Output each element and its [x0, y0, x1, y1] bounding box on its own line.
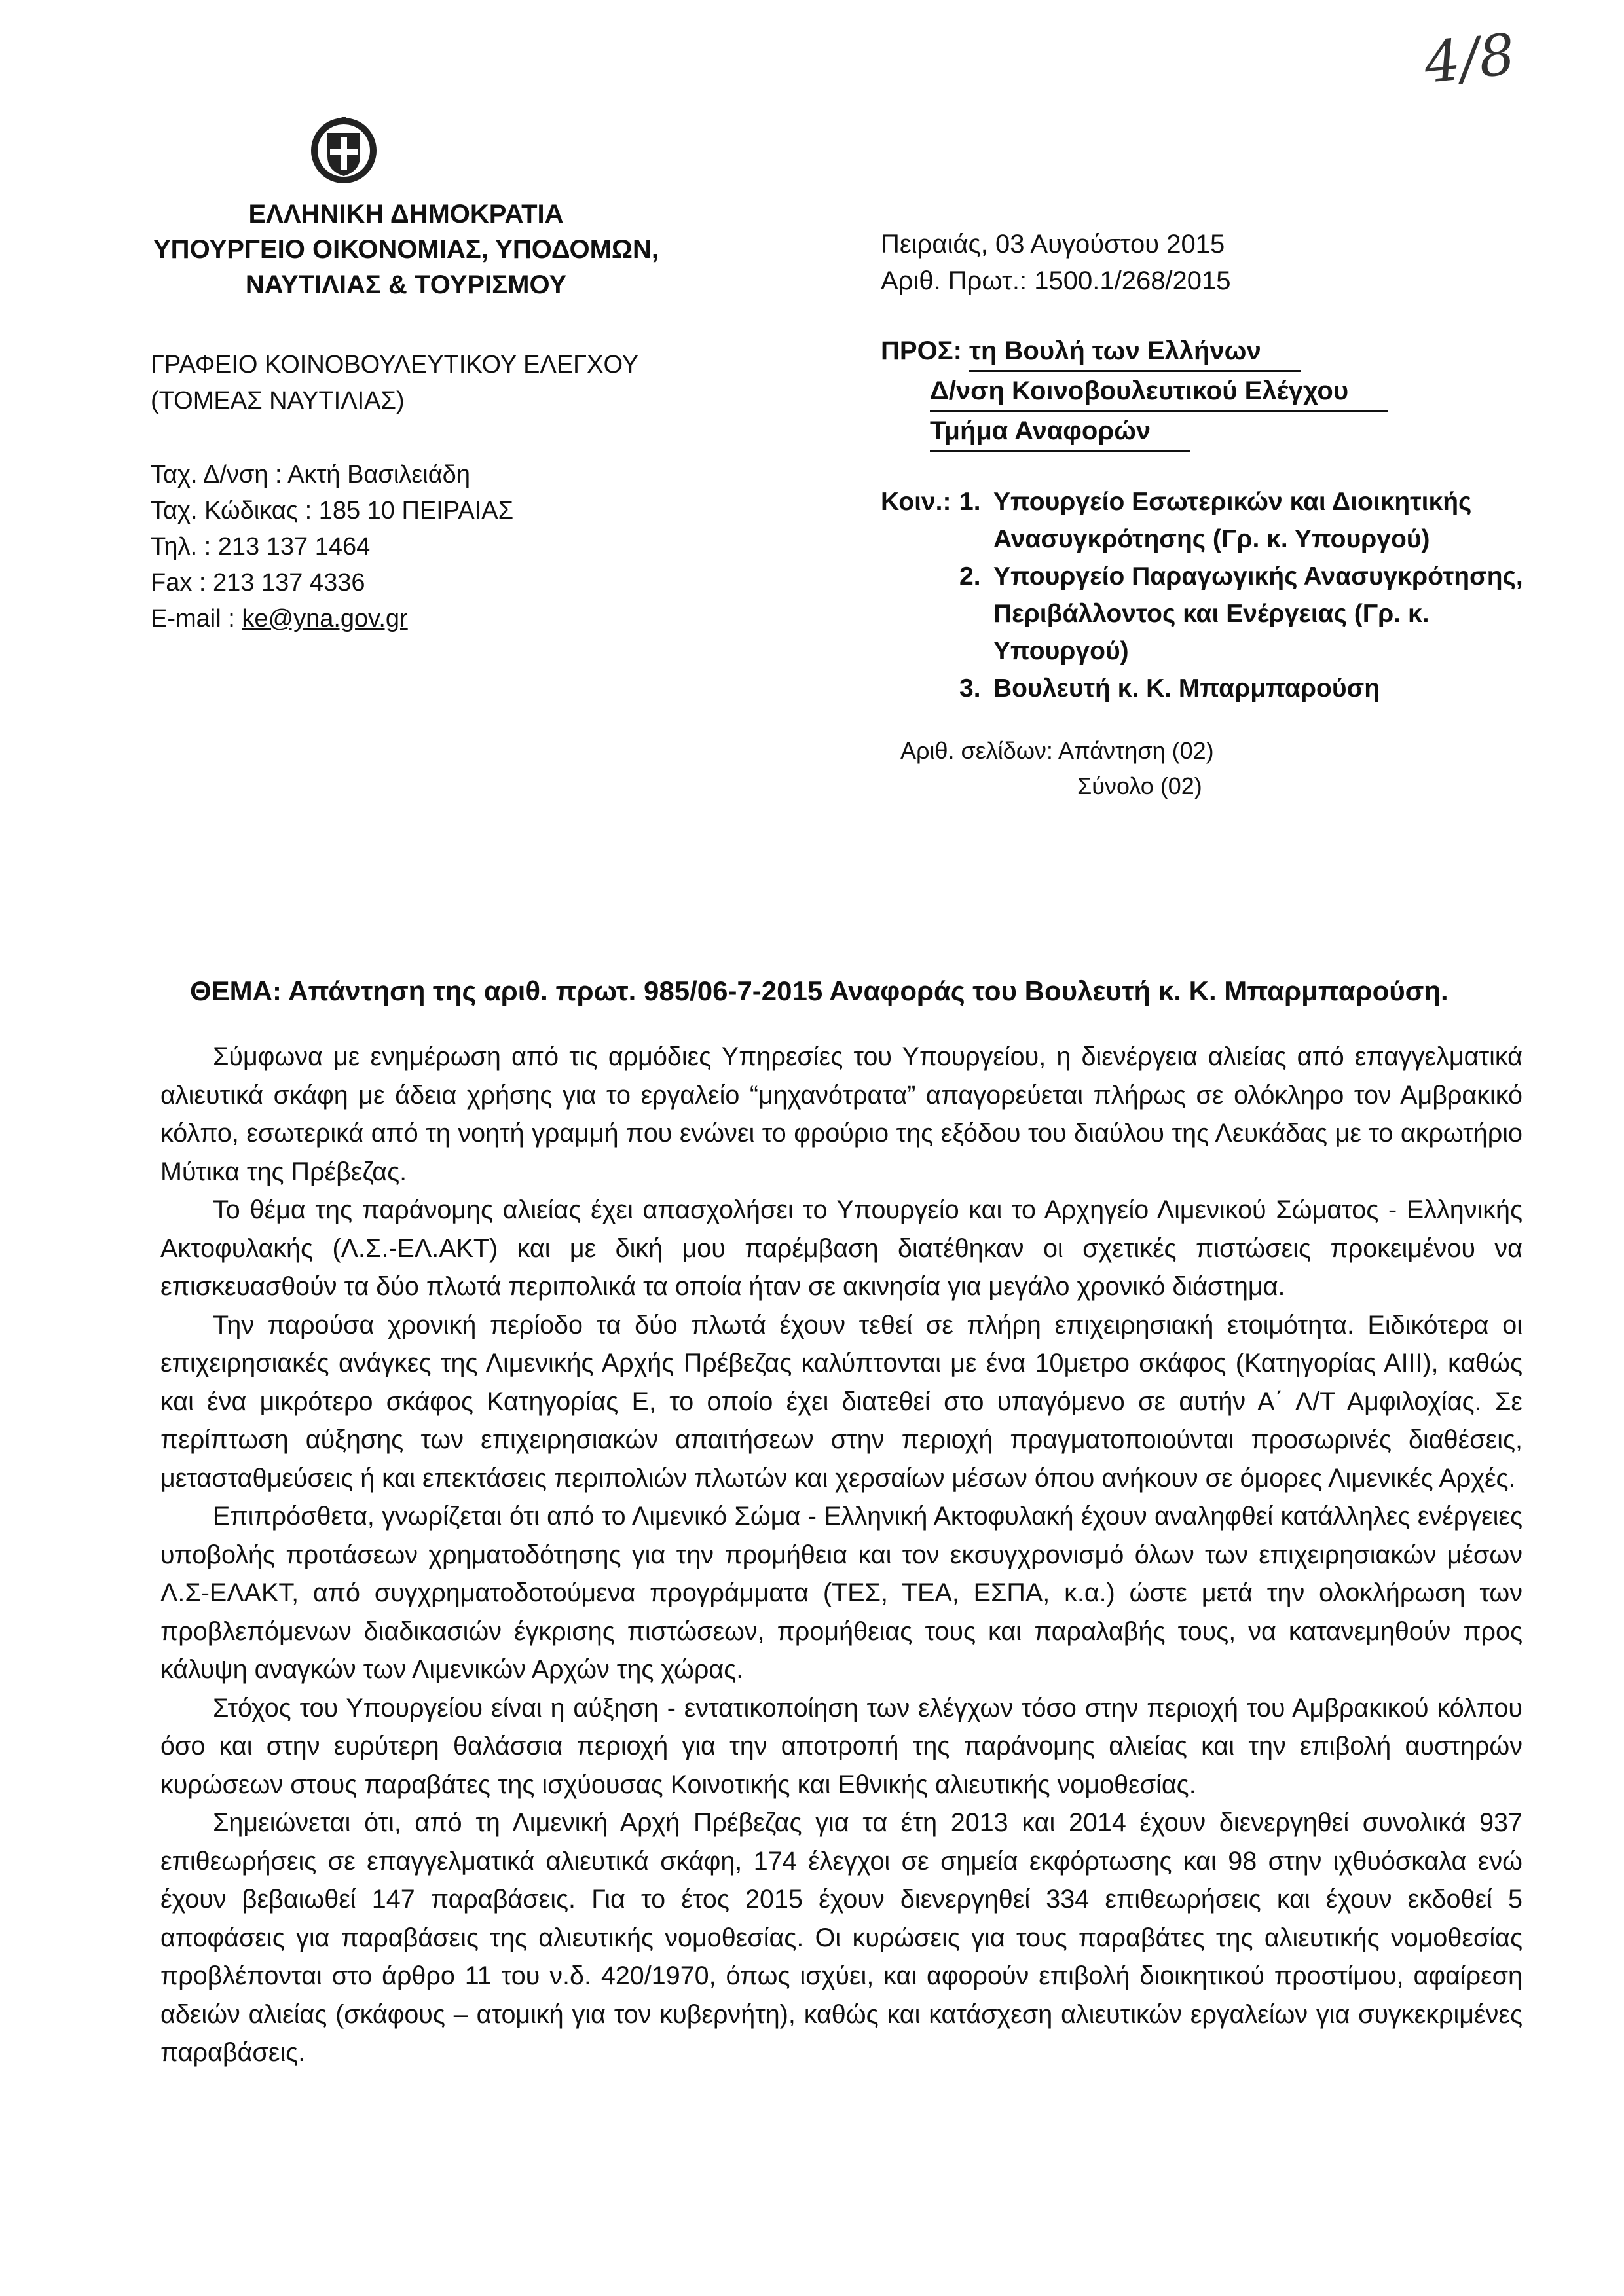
body-paragraph: Στόχος του Υπουργείου είναι η αύξηση - εντατικοποίηση των ελέγχων τόσο στην περιοχή του Αμβρακικού κόλπου όσο και στην ευρύτερη θαλάσσια περιοχή για την αποτροπή της παράνομης αλιείας και την επιβολή αυστηρών κυρώσεων στους παραβάτες της ισχύουσας Κοινοτικής και Εθνικής αλιευτικής νομοθεσίας. — [160, 1693, 1522, 1799]
recipient-row-3 — [881, 412, 1568, 452]
recipient-directorate: Δ/νση Κοινοβουλευτικού Ελέγχου — [930, 372, 1388, 412]
letter-body — [160, 1038, 1522, 2072]
date-protocol — [881, 226, 1568, 299]
cc-block — [881, 483, 1568, 707]
contact-details — [151, 457, 714, 637]
handwritten-page-note: 4/8 — [1421, 22, 1519, 96]
recipient-row-1 — [881, 332, 1568, 372]
page-count-total: Σύνολο (02) — [1077, 773, 1202, 799]
recipient-department: Τμήμα Αναφορών — [930, 412, 1190, 452]
email-label: E-mail : — [151, 605, 242, 632]
office-line-2: (ΤΟΜΕΑΣ ΝΑΥΤΙΛΙΑΣ) — [151, 387, 405, 414]
fax-number: Fax : 213 137 4336 — [151, 569, 365, 596]
office-name — [151, 347, 714, 419]
ministry-line-1: ΥΠΟΥΡΓΕΙΟ ΟΙΚΟΝΟΜΙΑΣ, ΥΠΟΔΟΜΩΝ, — [153, 235, 659, 264]
recipient-header — [881, 226, 1568, 804]
cc-item-text: Βουλευτή κ. Κ. Μπαρμπαρούση — [993, 674, 1380, 702]
place-date: Πειραιάς, 03 Αυγούστου 2015 — [881, 230, 1225, 259]
cc-item — [959, 558, 1568, 670]
protocol-number: Αριθ. Πρωτ.: 1500.1/268/2015 — [881, 266, 1231, 295]
cc-item-number: 3. — [959, 674, 981, 702]
body-paragraph: Επιπρόσθετα, γνωρίζεται ότι από το Λιμενικό Σώμα - Ελληνική Ακτοφυλακή έχουν αναληφθεί κατάλληλες ενέργειες υποβολής προτάσεων χρηματοδότησης για την προμήθεια και τον εκσυγχρονισμό όλων των επιχειρησιακών μέσων Λ.Σ-ΕΛΑΚΤ, από συγχρηματοδοτούμενα προγράμματα (ΤΕΣ, ΤΕΑ, ΕΣΠΑ, κ.α.) ώστε μετά την ολοκλήρωση των προβλεπόμενων διαδικασιών έγκρισης πιστώσεων, προμήθειας τους και παραλαβής τους, να κατανεμηθούν προς κάλυψη αναγκών των Λιμενικών Αρχών της χώρας. — [160, 1502, 1522, 1684]
cc-item-number: 1. — [959, 488, 981, 516]
subject-line: ΘΕΜΑ: Απάντηση της αριθ. πρωτ. 985/06-7-2015 Αναφοράς του Βουλευτή κ. Κ. Μπαρμπαρούση. — [190, 975, 1449, 1006]
page-count-answer: Αριθ. σελίδων: Απάντηση (02) — [900, 737, 1214, 764]
body-paragraph: Το θέμα της παράνομης αλιείας έχει απασχολήσει το Υπουργείο και το Αρχηγείο Λιμενικού Σώματος - Ελληνικής Ακτοφυλακής (Λ.Σ.-ΕΛ.ΑΚΤ) και με δική μου παρέμβαση διατέθηκαν οι σχετικές πιστώσεις προκειμένου να επισκευασθούν τα δύο πλωτά περιπολικά τα οποία ήταν σε ακινησία για μεγάλο χρονικό διάστημα. — [160, 1195, 1522, 1301]
greek-state-emblem-icon — [308, 115, 380, 187]
phone-number: Τηλ. : 213 137 1464 — [151, 533, 371, 560]
cc-item-text: Υπουργείο Παραγωγικής Ανασυγκρότησης, Περιβάλλοντος και Ενέργειας (Γρ. κ. Υπουργού) — [993, 562, 1523, 665]
cc-item — [959, 483, 1568, 558]
email-link[interactable]: ke@yna.gov.gr — [242, 605, 408, 632]
cc-label: Κοιν.: — [881, 488, 951, 516]
recipient-label: ΠΡΟΣ: — [881, 337, 963, 365]
recipient-parliament: τη Βουλή των Ελλήνων — [969, 332, 1301, 372]
sender-header — [151, 196, 714, 637]
body-paragraph: Σημειώνεται ότι, από τη Λιμενική Αρχή Πρέβεζας για τα έτη 2013 και 2014 έχουν διενεργηθεί συνολικά 937 επιθεωρήσεις σε επαγγελματικά αλιευτικά σκάφη, 174 έλεγχοι σε σημεία εκφόρτωσης και 98 στην ιχθυόσκαλα ενώ έχουν βεβαιωθεί 147 παραβάσεις. Για το έτος 2015 έχουν διενεργηθεί 334 επιθεωρήσεις και έχουν εκδοθεί 5 αποφάσεις για παραβάσεις της αλιευτικής νομοθεσίας. Οι κυρώσεις για τους παραβάτες της αλιευτικής νομοθεσίας προβλέπονται στο άρθρο 11 του ν.δ. 420/1970, όπως ισχύει, και αφορούν επιβολή διοικητικού προστίμου, αφαίρεση αδειών αλιείας (σκάφους – ατομική για τον κυβερνήτη), καθώς και κατάσχεση αλιευτικών εργαλείων για συγκεκριμένες παραβάσεις. — [160, 1808, 1522, 2067]
office-line-1: ΓΡΑΦΕΙΟ ΚΟΙΝΟΒΟΥΛΕΥΤΙΚΟΥ ΕΛΕΓΧΟΥ — [151, 351, 639, 378]
republic-line: ΕΛΛΗΝΙΚΗ ΔΗΜΟΚΡΑΤΙΑ — [248, 200, 564, 228]
cc-list — [959, 483, 1568, 707]
email-row — [151, 601, 714, 637]
ministry-line-2: ΝΑΥΤΙΛΙΑΣ & ΤΟΥΡΙΣΜΟΥ — [245, 270, 567, 299]
postal-address: Ταχ. Δ/νση : Ακτή Βασιλειάδη — [151, 461, 470, 488]
cc-item — [959, 670, 1568, 707]
body-paragraph: Την παρούσα χρονική περίοδο τα δύο πλωτά έχουν τεθεί σε πλήρη επιχειρησιακή ετοιμότητα. Ειδικότερα οι επιχειρησιακές ανάγκες της Λιμενικής Αρχής Πρέβεζας καλύπτονται με ένα 10μετρο σκάφος (Κατηγορίας ΑΙΙΙ), καθώς και ένα μικρότερο σκάφος Κατηγορίας Ε, το οποίο έχει διατεθεί στο υπαγόμενο σε αυτήν Α΄ Λ/Τ Αμφιλοχίας. Σε περίπτωση αύξησης των επιχειρησιακών απαιτήσεων στην περιοχή πραγματοποιούνται προσωρινές διαθέσεις, μετασταθμεύσεις ή και επεκτάσεις περιπολιών πλωτών και χερσαίων μέσων όπου ανήκουν σε όμορες Λιμενικές Αρχές. — [160, 1310, 1522, 1493]
body-paragraph: Σύμφωνα με ενημέρωση από τις αρμόδιες Υπηρεσίες του Υπουργείου, η διενέργεια αλιείας από επαγγελματικά αλιευτικά σκάφη με άδεια χρήσης για το εργαλείο “μηχανότρατα” απαγορεύεται πλήρως σε ολόκληρο τον Αμβρακικό κόλπο, εσωτερικά από τη νοητή γραμμή που ενώνει το φρούριο της εξόδου του διαύλου της Λευκάδας με το ακρωτήριο Μύτικα της Πρέβεζας. — [160, 1042, 1522, 1186]
page-count — [881, 733, 1568, 804]
ministry-title — [151, 196, 661, 302]
recipient-row-2 — [881, 372, 1568, 412]
cc-item-number: 2. — [959, 562, 981, 591]
cc-item-text: Υπουργείο Εσωτερικών και Διοικητικής Ανασυγκρότησης (Γρ. κ. Υπουργού) — [993, 488, 1472, 553]
postal-code: Ταχ. Κώδικας : 185 10 ΠΕΙΡΑΙΑΣ — [151, 497, 514, 524]
cc-row — [881, 483, 1568, 707]
recipient-block — [881, 332, 1568, 452]
